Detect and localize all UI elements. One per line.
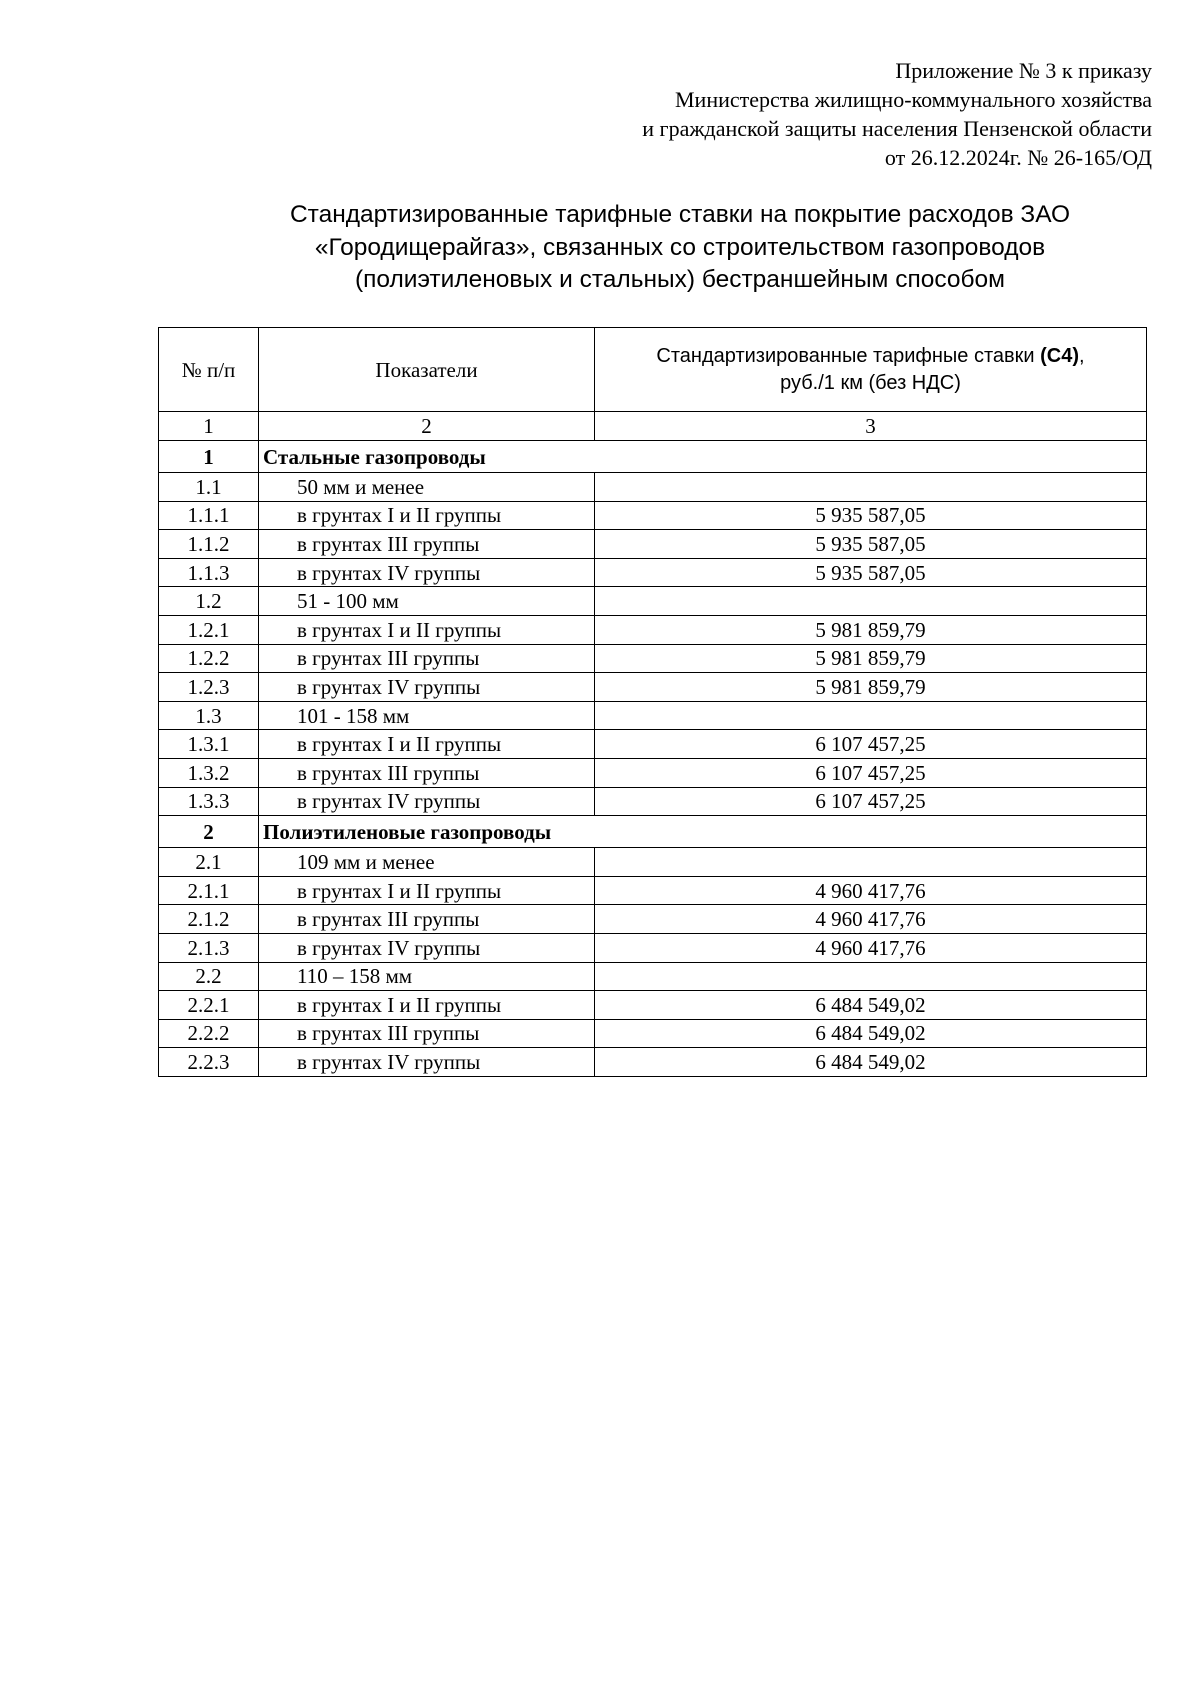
- row-tariff-value: 4 960 417,76: [595, 905, 1147, 934]
- row-indicator: в грунтах IV группы: [259, 933, 595, 962]
- section-title: Стальные газопроводы: [259, 441, 1147, 473]
- row-tariff-value: 6 484 549,02: [595, 1048, 1147, 1077]
- header-value-text: Стандартизированные тарифные ставки: [656, 344, 1041, 367]
- header-value-code: (С4): [1040, 344, 1079, 367]
- table-row: [159, 962, 1147, 991]
- tariff-table-body: [159, 441, 1147, 1077]
- row-tariff-value: [595, 701, 1147, 730]
- row-indicator: в грунтах III группы: [259, 1019, 595, 1048]
- row-number: 1.3.3: [159, 787, 259, 816]
- row-tariff-value: 5 981 859,79: [595, 673, 1147, 702]
- row-tariff-value: 6 484 549,02: [595, 991, 1147, 1020]
- row-number: 1.1.3: [159, 558, 259, 587]
- row-number: 2.2.2: [159, 1019, 259, 1048]
- header-cell-num: № п/п: [159, 328, 259, 412]
- row-number: 2.1: [159, 848, 259, 877]
- table-row: [159, 787, 1147, 816]
- row-tariff-value: [595, 962, 1147, 991]
- title-line: Стандартизированные тарифные ставки на покрытие расходов ЗАО: [289, 201, 1071, 228]
- row-tariff-value: 5 935 587,05: [595, 530, 1147, 559]
- document-title: [230, 199, 1130, 297]
- table-row: [159, 1048, 1147, 1077]
- row-number: 1.2.1: [159, 615, 259, 644]
- row-tariff-value: 6 107 457,25: [595, 730, 1147, 759]
- row-number: 1.1: [159, 473, 259, 502]
- appendix-line: Министерства жилищно-коммунального хозяйства: [674, 87, 1152, 112]
- row-number: 1.1.2: [159, 530, 259, 559]
- section-number: 1: [159, 441, 259, 473]
- row-indicator: в грунтах I и II группы: [259, 501, 595, 530]
- column-number-row: [159, 412, 1147, 441]
- row-indicator: в грунтах IV группы: [259, 558, 595, 587]
- row-number: 2.1.2: [159, 905, 259, 934]
- row-indicator: в грунтах I и II группы: [259, 991, 595, 1020]
- table-row: [159, 615, 1147, 644]
- appendix-header: [642, 56, 1152, 172]
- row-number: 2.2: [159, 962, 259, 991]
- appendix-line: и гражданской защиты населения Пензенской области: [642, 116, 1152, 141]
- row-tariff-value: [595, 848, 1147, 877]
- table-row: [159, 991, 1147, 1020]
- table-row: [159, 558, 1147, 587]
- row-number: 1.2: [159, 587, 259, 616]
- row-number: 1.2.3: [159, 673, 259, 702]
- table-row: [159, 933, 1147, 962]
- column-number-cell: 3: [595, 412, 1147, 441]
- appendix-line: Приложение № 3 к приказу: [895, 58, 1152, 83]
- header-cell-indicator: Показатели: [259, 328, 595, 412]
- table-row: [159, 473, 1147, 502]
- row-tariff-value: 6 107 457,25: [595, 787, 1147, 816]
- table-row: [159, 876, 1147, 905]
- tariff-table: [158, 327, 1147, 1077]
- row-number: 1.3: [159, 701, 259, 730]
- section-row: [159, 441, 1147, 473]
- column-number-cell: 2: [259, 412, 595, 441]
- row-number: 2.2.1: [159, 991, 259, 1020]
- table-row: [159, 758, 1147, 787]
- row-tariff-value: 4 960 417,76: [595, 876, 1147, 905]
- row-number: 1.3.2: [159, 758, 259, 787]
- table-row: [159, 644, 1147, 673]
- row-indicator: в грунтах IV группы: [259, 673, 595, 702]
- appendix-line: от 26.12.2024г. № 26-165/ОД: [884, 145, 1152, 170]
- table-row: [159, 530, 1147, 559]
- row-number: 1.3.1: [159, 730, 259, 759]
- row-indicator: в грунтах I и II группы: [259, 615, 595, 644]
- table-row: [159, 905, 1147, 934]
- title-line: «Городищерайгаз», связанных со строительством газопроводов: [314, 233, 1046, 261]
- section-number: 2: [159, 816, 259, 848]
- table-row: [159, 1019, 1147, 1048]
- row-indicator: 50 мм и менее: [259, 473, 595, 502]
- title-line: (полиэтиленовых и стальных) бестраншейным способом: [354, 266, 1006, 293]
- row-indicator: 110 – 158 мм: [259, 962, 595, 991]
- row-indicator: в грунтах IV группы: [259, 787, 595, 816]
- row-tariff-value: 5 981 859,79: [595, 644, 1147, 673]
- row-number: 1.1.1: [159, 501, 259, 530]
- header-value-unit: руб./1 км (без НДС): [780, 371, 961, 394]
- row-tariff-value: 5 935 587,05: [595, 501, 1147, 530]
- table-row: [159, 587, 1147, 616]
- table-row: [159, 701, 1147, 730]
- row-indicator: в грунтах III группы: [259, 530, 595, 559]
- row-indicator: в грунтах IV группы: [259, 1048, 595, 1077]
- row-number: 2.1.1: [159, 876, 259, 905]
- header-value-comma: ,: [1079, 344, 1085, 367]
- table-row: [159, 848, 1147, 877]
- row-number: 2.2.3: [159, 1048, 259, 1077]
- header-cell-value: [595, 328, 1147, 412]
- row-tariff-value: 5 981 859,79: [595, 615, 1147, 644]
- row-tariff-value: [595, 473, 1147, 502]
- row-number: 2.1.3: [159, 933, 259, 962]
- column-number-cell: 1: [159, 412, 259, 441]
- row-tariff-value: 6 107 457,25: [595, 758, 1147, 787]
- section-title: Полиэтиленовые газопроводы: [259, 816, 1147, 848]
- row-indicator: в грунтах III группы: [259, 905, 595, 934]
- section-row: [159, 816, 1147, 848]
- table-row: [159, 730, 1147, 759]
- row-tariff-value: 6 484 549,02: [595, 1019, 1147, 1048]
- table-row: [159, 673, 1147, 702]
- row-indicator: 109 мм и менее: [259, 848, 595, 877]
- row-tariff-value: 5 935 587,05: [595, 558, 1147, 587]
- row-number: 1.2.2: [159, 644, 259, 673]
- row-indicator: 101 - 158 мм: [259, 701, 595, 730]
- table-row: [159, 501, 1147, 530]
- row-tariff-value: 4 960 417,76: [595, 933, 1147, 962]
- row-tariff-value: [595, 587, 1147, 616]
- row-indicator: в грунтах I и II группы: [259, 876, 595, 905]
- row-indicator: в грунтах III группы: [259, 644, 595, 673]
- row-indicator: 51 - 100 мм: [259, 587, 595, 616]
- table-header-row: [159, 328, 1147, 412]
- row-indicator: в грунтах III группы: [259, 758, 595, 787]
- row-indicator: в грунтах I и II группы: [259, 730, 595, 759]
